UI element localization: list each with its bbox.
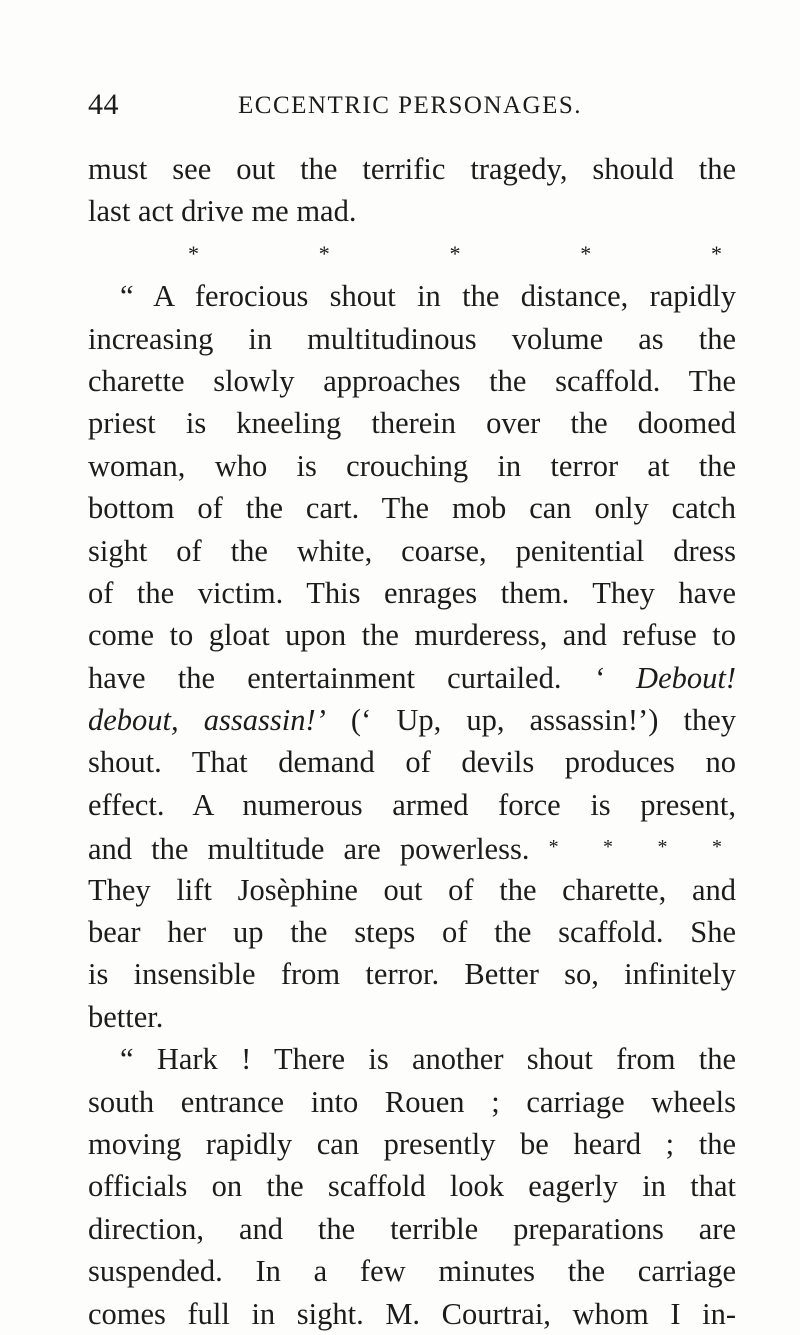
text-line: moving rapidly can presently be heard ; the bbox=[88, 1126, 736, 1161]
text-segment: have the entertainment curtailed. bbox=[88, 660, 562, 695]
text-line bbox=[88, 699, 736, 741]
text-line: increasing in multitudinous volume as the bbox=[88, 321, 736, 356]
text-line: of the victim. This enrages them. They have bbox=[88, 575, 736, 610]
page-number: 44 bbox=[88, 88, 119, 121]
italic-segment: debout, assassin!’ bbox=[88, 703, 326, 738]
text-line: “ A ferocious shout in the distance, rapidly bbox=[120, 279, 736, 314]
text-line: shout. That demand of devils produces no bbox=[88, 745, 736, 780]
text-line bbox=[88, 826, 736, 868]
text-line bbox=[88, 657, 736, 699]
text-line: south entrance into Rouen ; carriage wheels bbox=[88, 1084, 736, 1119]
body-text bbox=[88, 148, 736, 1335]
text-line: better. bbox=[88, 999, 164, 1034]
text-line: priest is kneeling therein over the doomed bbox=[88, 406, 736, 441]
text-segment: (‘ Up, up, assassin!’) they bbox=[350, 703, 736, 738]
text-line: last act drive me mad. bbox=[88, 194, 357, 229]
star: * bbox=[711, 240, 722, 266]
running-title: ECCENTRIC PERSONAGES. bbox=[238, 92, 583, 119]
text-line: officials on the scaffold look eagerly in that bbox=[88, 1169, 736, 1204]
text-line: suspended. In a few minutes the carriage bbox=[88, 1254, 736, 1289]
star: * bbox=[188, 240, 199, 266]
inline-stars: * * * * bbox=[548, 836, 736, 859]
star: * bbox=[318, 240, 330, 266]
text-line: bear her up the steps of the scaffold. She bbox=[88, 915, 736, 950]
italic-segment: ‘ Debout! bbox=[593, 660, 737, 695]
text-line: direction, and the terrible preparations are bbox=[88, 1211, 736, 1246]
text-line: effect. A numerous armed force is present, bbox=[88, 787, 736, 822]
text-line: sight of the white, coarse, penitential dress bbox=[88, 533, 736, 568]
text-line: “ Hark ! There is another shout from the bbox=[120, 1042, 736, 1077]
star: * bbox=[449, 240, 461, 266]
text-line: charette slowly approaches the scaffold. The bbox=[88, 363, 736, 398]
text-line: must see out the terrific tragedy, should the bbox=[88, 152, 736, 186]
running-head bbox=[88, 88, 728, 128]
section-break-stars bbox=[88, 233, 736, 275]
text-line: comes full in sight. M. Courtrai, whom I in- bbox=[88, 1296, 736, 1331]
text-line: come to gloat upon the murderess, and refuse to bbox=[88, 618, 736, 653]
star: * bbox=[580, 240, 592, 266]
text-line: is insensible from terror. Better so, infinitely bbox=[88, 957, 736, 992]
text-segment: and the multitude are powerless. bbox=[88, 832, 530, 867]
text-line: bottom of the cart. The mob can only catch bbox=[88, 491, 736, 526]
text-line: They lift Josèphine out of the charette, and bbox=[88, 872, 736, 907]
text-line: woman, who is crouching in terror at the bbox=[88, 448, 736, 483]
